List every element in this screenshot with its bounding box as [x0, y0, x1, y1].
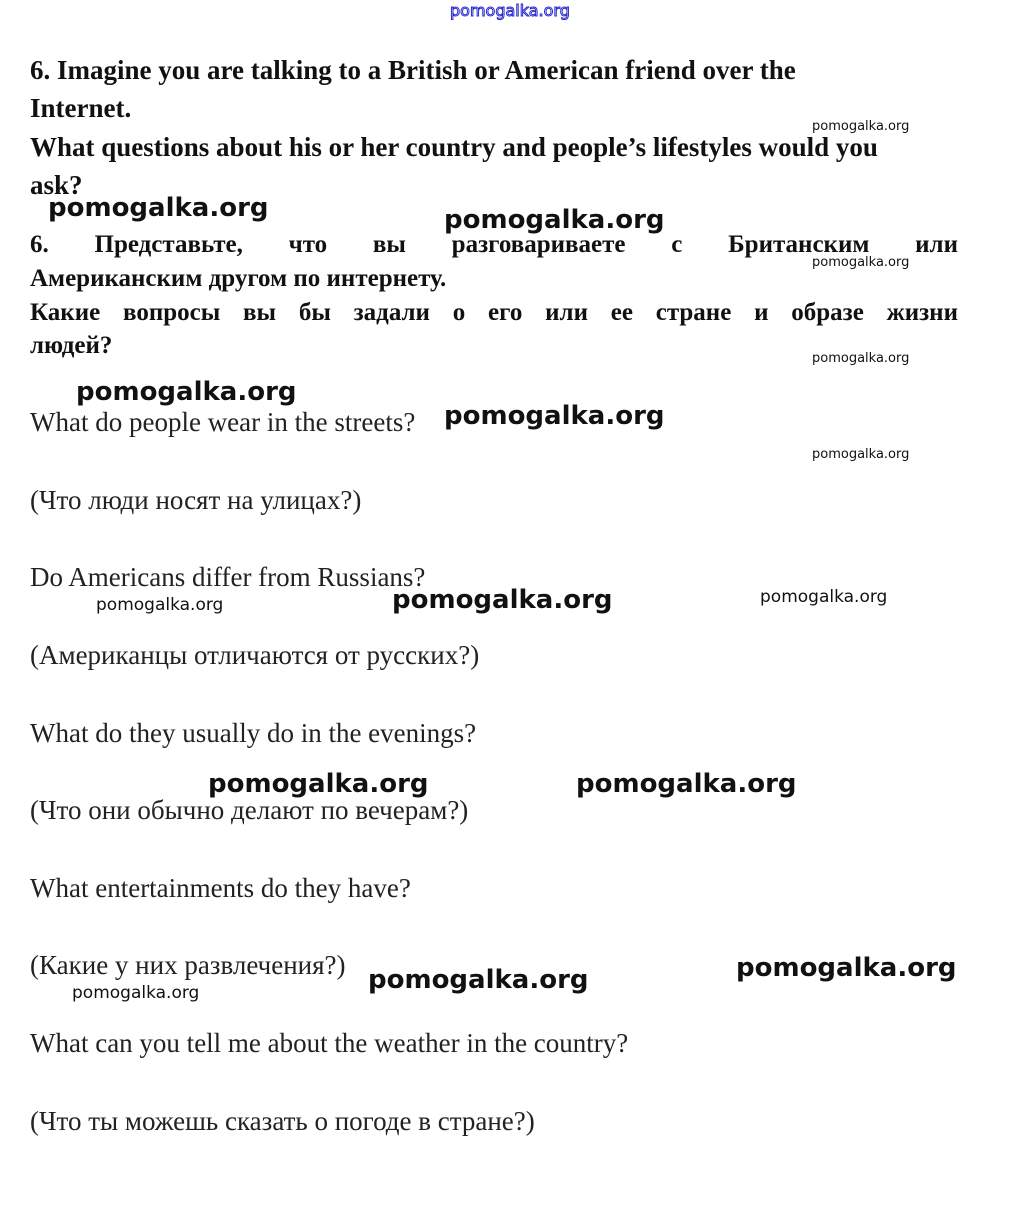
- question-ru: (Что они обычно делают по вечерам?): [30, 795, 469, 825]
- watermark: pomogalka.org: [444, 205, 665, 235]
- watermark: pomogalka.org: [392, 585, 613, 615]
- heading-line: Internet.: [30, 93, 132, 123]
- watermark: pomogalka.org: [368, 965, 589, 995]
- question-en: What entertainments do they have?: [30, 873, 411, 903]
- heading-line: ask?: [30, 170, 83, 200]
- watermark: pomogalka.org: [76, 377, 297, 407]
- watermark: pomogalka.org: [812, 255, 910, 270]
- heading-ru-line: Американским другом по интернету.: [30, 265, 447, 292]
- watermark: pomogalka.org: [576, 769, 797, 799]
- heading-ru-line: Какие вопросы вы бы задали о его или ее стране и образе жизни: [30, 299, 958, 326]
- question-en: What do people wear in the streets?: [30, 407, 416, 437]
- watermark: pomogalka.org: [812, 351, 910, 366]
- heading-ru-line: людей?: [30, 332, 113, 359]
- watermark: pomogalka.org: [444, 401, 665, 431]
- site-watermark-top[interactable]: pomogalka.org: [450, 1, 570, 20]
- heading-line: What questions about his or her country and people’s lifestyles would you: [30, 132, 878, 162]
- watermark: pomogalka.org: [760, 587, 888, 607]
- question-en: Do Americans differ from Russians?: [30, 562, 426, 592]
- question-ru: (Американцы отличаются от русских?): [30, 640, 480, 670]
- question-ru: (Какие у них развлечения?): [30, 950, 346, 980]
- question-en: What can you tell me about the weather in the country?: [30, 1028, 629, 1058]
- question-ru: (Что ты можешь сказать о погоде в стране?): [30, 1106, 535, 1136]
- watermark: pomogalka.org: [812, 119, 910, 134]
- watermark: pomogalka.org: [96, 595, 224, 615]
- watermark: pomogalka.org: [736, 953, 957, 983]
- question-ru: (Что люди носят на улицах?): [30, 485, 362, 515]
- watermark: pomogalka.org: [72, 983, 200, 1003]
- heading-ru-line: 6. Представьте, что вы разговариваете с Британским или: [30, 231, 958, 258]
- watermark: pomogalka.org: [208, 769, 429, 799]
- watermark: pomogalka.org: [812, 447, 910, 462]
- question-en: What do they usually do in the evenings?: [30, 718, 477, 748]
- watermark: pomogalka.org: [48, 193, 269, 223]
- heading-line: 6. Imagine you are talking to a British or American friend over the: [30, 55, 796, 85]
